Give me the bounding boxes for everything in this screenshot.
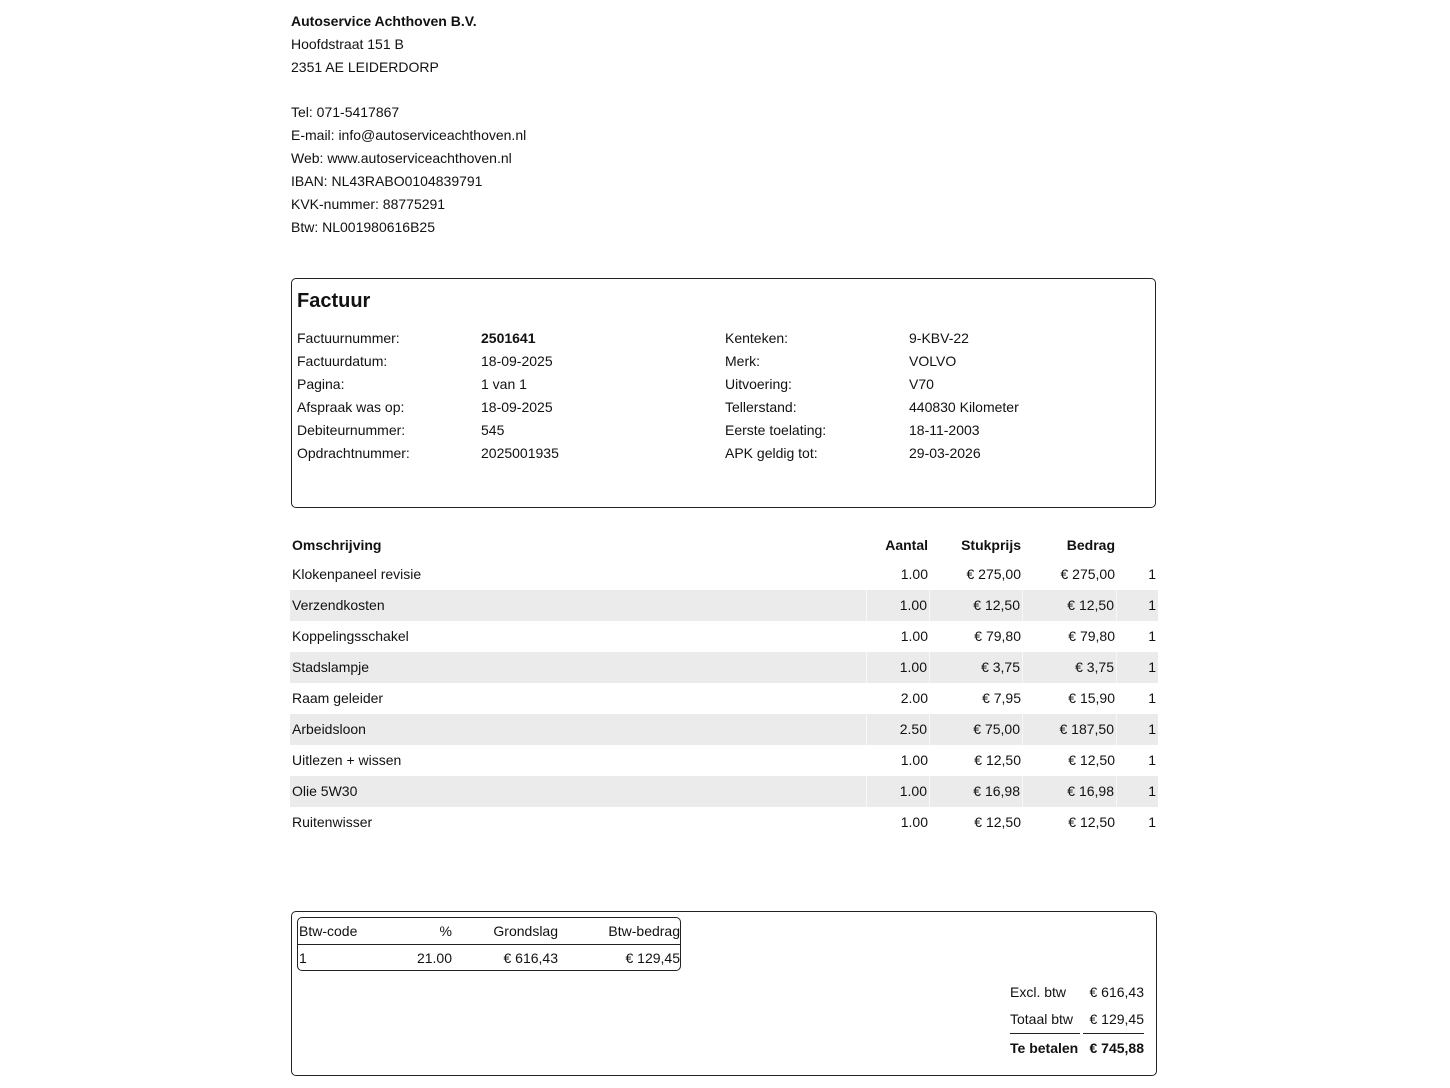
invoice-lines-table <box>290 531 1158 838</box>
header-amount: Bedrag <box>1066 537 1115 553</box>
line-description: Olie 5W30 <box>290 776 867 807</box>
line-unit-price: € 3,75 <box>930 652 1023 683</box>
line-quantity: 1.00 <box>900 628 928 644</box>
page-number: 1 van 1 <box>481 376 527 392</box>
spacer <box>291 79 526 101</box>
info-label: Kenteken: <box>725 330 789 346</box>
vehicle-brand: VOLVO <box>909 353 957 369</box>
company-kvk: KVK-nummer: 88775291 <box>291 196 446 212</box>
line-description: Koppelingsschakel <box>292 628 409 644</box>
info-label: Tellerstand: <box>725 399 797 415</box>
table-row <box>290 776 1158 807</box>
header-vat-code <box>1117 531 1158 559</box>
table-row <box>290 714 1158 745</box>
header-unit-price: Stukprijs <box>961 537 1021 553</box>
vat-base: € 616,43 <box>503 950 558 966</box>
header-description: Omschrijving <box>292 537 382 553</box>
vat-header-percent: % <box>439 923 452 939</box>
table-row <box>290 683 1158 714</box>
line-amount: € 79,80 <box>1068 628 1115 644</box>
vat-percent: 21.00 <box>416 950 452 966</box>
line-amount: € 3,75 <box>1023 652 1117 683</box>
table-row <box>290 590 1158 621</box>
summary <box>1010 979 1145 1061</box>
total-due-label: Te betalen <box>1010 1040 1079 1056</box>
debtor-number: 545 <box>481 422 505 438</box>
line-amount: € 187,50 <box>1023 714 1117 745</box>
line-description: Ruitenwisser <box>292 814 373 830</box>
table-row <box>290 807 1158 838</box>
line-unit-price: € 12,50 <box>930 590 1023 621</box>
info-label: Uitvoering: <box>725 376 792 392</box>
vat-table-header <box>298 918 680 945</box>
line-quantity: 2.50 <box>867 714 930 745</box>
line-amount: € 12,50 <box>1023 590 1117 621</box>
line-description: Raam geleider <box>292 690 384 706</box>
line-unit-price: € 7,95 <box>982 690 1021 706</box>
header-quantity: Aantal <box>885 537 928 553</box>
invoice-info-box <box>291 278 1156 508</box>
license-plate: 9-KBV-22 <box>909 330 969 346</box>
invoice-date: 18-09-2025 <box>481 353 553 369</box>
line-unit-price: € 75,00 <box>930 714 1023 745</box>
summary-vat-row <box>1010 1006 1145 1033</box>
line-vat-code: 1 <box>1148 752 1156 768</box>
line-vat-code: 1 <box>1148 690 1156 706</box>
line-unit-price: € 79,80 <box>974 628 1021 644</box>
line-unit-price: € 275,00 <box>966 566 1021 582</box>
company-tel: Tel: 071-5417867 <box>291 104 400 120</box>
vat-code: 1 <box>299 950 307 966</box>
excl-vat-value: € 616,43 <box>1089 984 1144 1000</box>
line-vat-code: 1 <box>1148 628 1156 644</box>
info-label: Debiteurnummer: <box>297 422 406 438</box>
line-description: Klokenpaneel revisie <box>292 566 422 582</box>
line-amount: € 16,98 <box>1023 776 1117 807</box>
vat-amount: € 129,45 <box>625 950 680 966</box>
line-vat-code: 1 <box>1148 566 1156 582</box>
company-btw: Btw: NL001980616B25 <box>291 219 435 235</box>
info-label: Pagina: <box>297 376 345 392</box>
line-amount: € 275,00 <box>1060 566 1115 582</box>
info-label: Factuurnummer: <box>297 330 400 346</box>
company-iban: IBAN: NL43RABO0104839791 <box>291 173 483 189</box>
line-amount: € 12,50 <box>1068 752 1115 768</box>
table-header <box>290 531 1158 559</box>
invoice-number: 2501641 <box>481 330 536 346</box>
line-amount: € 12,50 <box>1068 814 1115 830</box>
line-vat-code: 1 <box>1148 721 1156 737</box>
total-vat-label: Totaal btw <box>1010 1011 1074 1027</box>
table-row <box>290 652 1158 683</box>
line-quantity: 1.00 <box>900 566 928 582</box>
line-quantity: 1.00 <box>867 590 930 621</box>
summary-total-row <box>1010 1035 1145 1061</box>
totals-box <box>291 911 1157 1076</box>
line-quantity: 2.00 <box>900 690 928 706</box>
company-street: Hoofdstraat 151 B <box>291 36 404 52</box>
info-label: APK geldig tot: <box>725 445 818 461</box>
excl-vat-label: Excl. btw <box>1010 984 1067 1000</box>
table-row <box>290 559 1158 590</box>
line-quantity: 1.00 <box>867 652 930 683</box>
line-vat-code: 1 <box>1148 659 1156 675</box>
table-row <box>290 621 1158 652</box>
invoice-title: Factuur <box>297 290 371 312</box>
vat-header-base: Grondslag <box>493 923 558 939</box>
info-label: Eerste toelating: <box>725 422 827 438</box>
line-quantity: 1.00 <box>867 776 930 807</box>
line-unit-price: € 12,50 <box>974 814 1021 830</box>
line-quantity: 1.00 <box>900 752 928 768</box>
odometer: 440830 Kilometer <box>909 399 1019 415</box>
total-due-value: € 745,88 <box>1089 1040 1144 1056</box>
company-city: 2351 AE LEIDERDORP <box>291 59 439 75</box>
company-header <box>291 10 526 239</box>
vat-table-row <box>298 945 680 971</box>
company-email: E-mail: info@autoserviceachthoven.nl <box>291 127 527 143</box>
total-vat-value: € 129,45 <box>1089 1011 1144 1027</box>
line-description: Stadslampje <box>290 652 867 683</box>
line-amount: € 15,90 <box>1068 690 1115 706</box>
vehicle-model: V70 <box>909 376 934 392</box>
line-unit-price: € 16,98 <box>930 776 1023 807</box>
apk-valid-until: 29-03-2026 <box>909 445 981 461</box>
line-quantity: 1.00 <box>900 814 928 830</box>
vat-table <box>297 917 681 971</box>
line-description: Arbeidsloon <box>290 714 867 745</box>
line-vat-code: 1 <box>1148 597 1156 613</box>
line-vat-code: 1 <box>1148 783 1156 799</box>
first-registration: 18-11-2003 <box>909 422 980 438</box>
info-label: Factuurdatum: <box>297 353 388 369</box>
line-vat-code: 1 <box>1148 814 1156 830</box>
line-description: Verzendkosten <box>290 590 867 621</box>
info-label: Merk: <box>725 353 760 369</box>
info-label: Afspraak was op: <box>297 399 405 415</box>
summary-excl-row <box>1010 979 1145 1006</box>
company-name: Autoservice Achthoven B.V. <box>291 13 477 29</box>
line-description: Uitlezen + wissen <box>292 752 402 768</box>
company-web: Web: www.autoserviceachthoven.nl <box>291 150 512 166</box>
table-row <box>290 745 1158 776</box>
line-unit-price: € 12,50 <box>974 752 1021 768</box>
appointment-date: 18-09-2025 <box>481 399 553 415</box>
vat-header-amount: Btw-bedrag <box>608 923 680 939</box>
order-number: 2025001935 <box>481 445 559 461</box>
info-label: Opdrachtnummer: <box>297 445 410 461</box>
vat-header-code: Btw-code <box>299 923 358 939</box>
